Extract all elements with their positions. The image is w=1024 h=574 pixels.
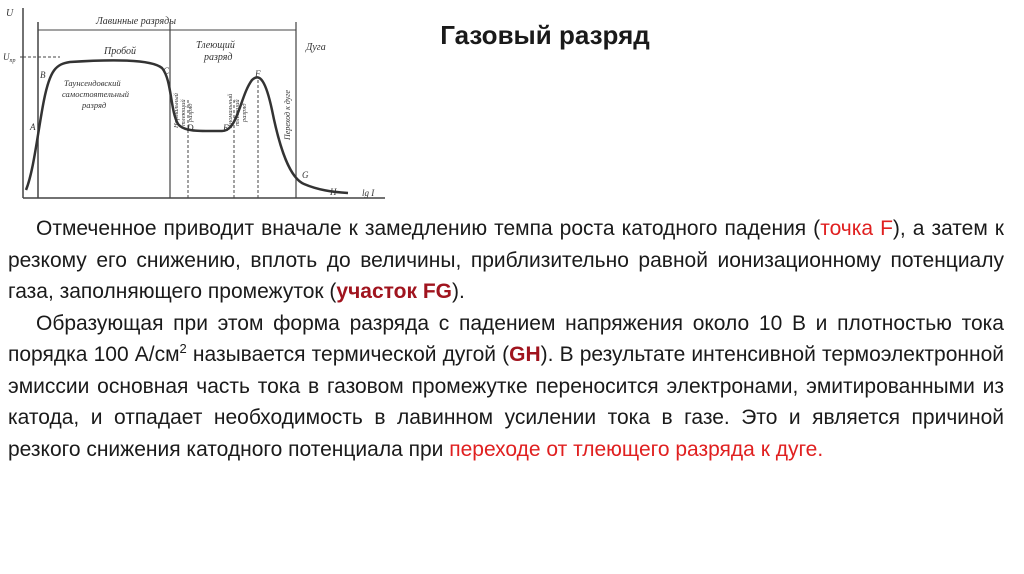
y-axis-label: U xyxy=(6,8,14,19)
point-f-highlight: точка F xyxy=(820,217,893,240)
x-axis-label: lg I xyxy=(362,188,375,198)
discharge-diagram xyxy=(0,0,400,210)
region-proboy-label: Пробой xyxy=(104,46,136,57)
normal-label-1: Нормальный xyxy=(173,93,180,128)
paragraph-2: Образующая при этом форма разряда с падением напряжения около 10 В и плотностью тока порядка 100 $А/см^2$ называется термической дугой (GH). В результате интенсивной термоэлектронной эмиссии основная часть тока в газовом промежутке переносится электронами, эмитированными из катода, и отпадает необходимость в лавинном усилении тока в газе. Это и является причиной резкого снижения катодного потенциала при переходе от тлеющего разряда к дуге. xyxy=(8,311,1004,461)
region-duga-label: Дуга xyxy=(306,42,326,53)
transition-label: Переход к дуге xyxy=(283,90,292,140)
region-tleyushchiy-label: Тлеющий xyxy=(196,40,235,51)
townsend-label-3: разряд xyxy=(82,100,107,110)
paragraph-1: Отмеченное приводит вначале к замедлению темпа роста катодного падения (точка F), а затем к резкому его снижению, вплоть до величины, приблизительно равной ионизационному потенциалу газа, заполняющего промежуток (участок FG). xyxy=(8,217,1004,303)
point-f: F xyxy=(255,69,261,79)
anomal-label-2: тлеющий xyxy=(234,99,241,126)
point-b: B xyxy=(40,70,46,80)
page-title: Газовый разряд xyxy=(440,20,650,50)
segment-gh-highlight: GH xyxy=(509,343,541,366)
region-tleyushchiy-label-2: разряд xyxy=(204,52,233,63)
superscript: 2 xyxy=(179,341,187,356)
segment-fg-highlight: участок FG xyxy=(336,280,452,303)
top-span-label: Лавинные разряды xyxy=(96,16,176,27)
point-g: G xyxy=(302,170,309,180)
transition-highlight: переходе от тлеющего разряда к дуге. xyxy=(449,437,824,461)
point-a: A xyxy=(30,122,36,132)
anomal-label-1: Аномальный xyxy=(227,93,234,128)
townsend-label-1: Таунсендовский xyxy=(64,78,121,88)
y-tick-label: $U_{пр}$ xyxy=(3,52,16,64)
normal-label-2: тлеющий xyxy=(180,99,187,126)
body-text xyxy=(8,213,1004,465)
normal-label-3: разряд xyxy=(187,103,194,122)
point-e: E xyxy=(223,123,229,133)
point-c: C xyxy=(163,66,170,76)
anomal-label-3: разряд xyxy=(241,103,248,122)
point-d: D xyxy=(187,123,194,133)
townsend-label-2: самостоятельный xyxy=(62,89,129,99)
point-h: H xyxy=(330,187,337,197)
